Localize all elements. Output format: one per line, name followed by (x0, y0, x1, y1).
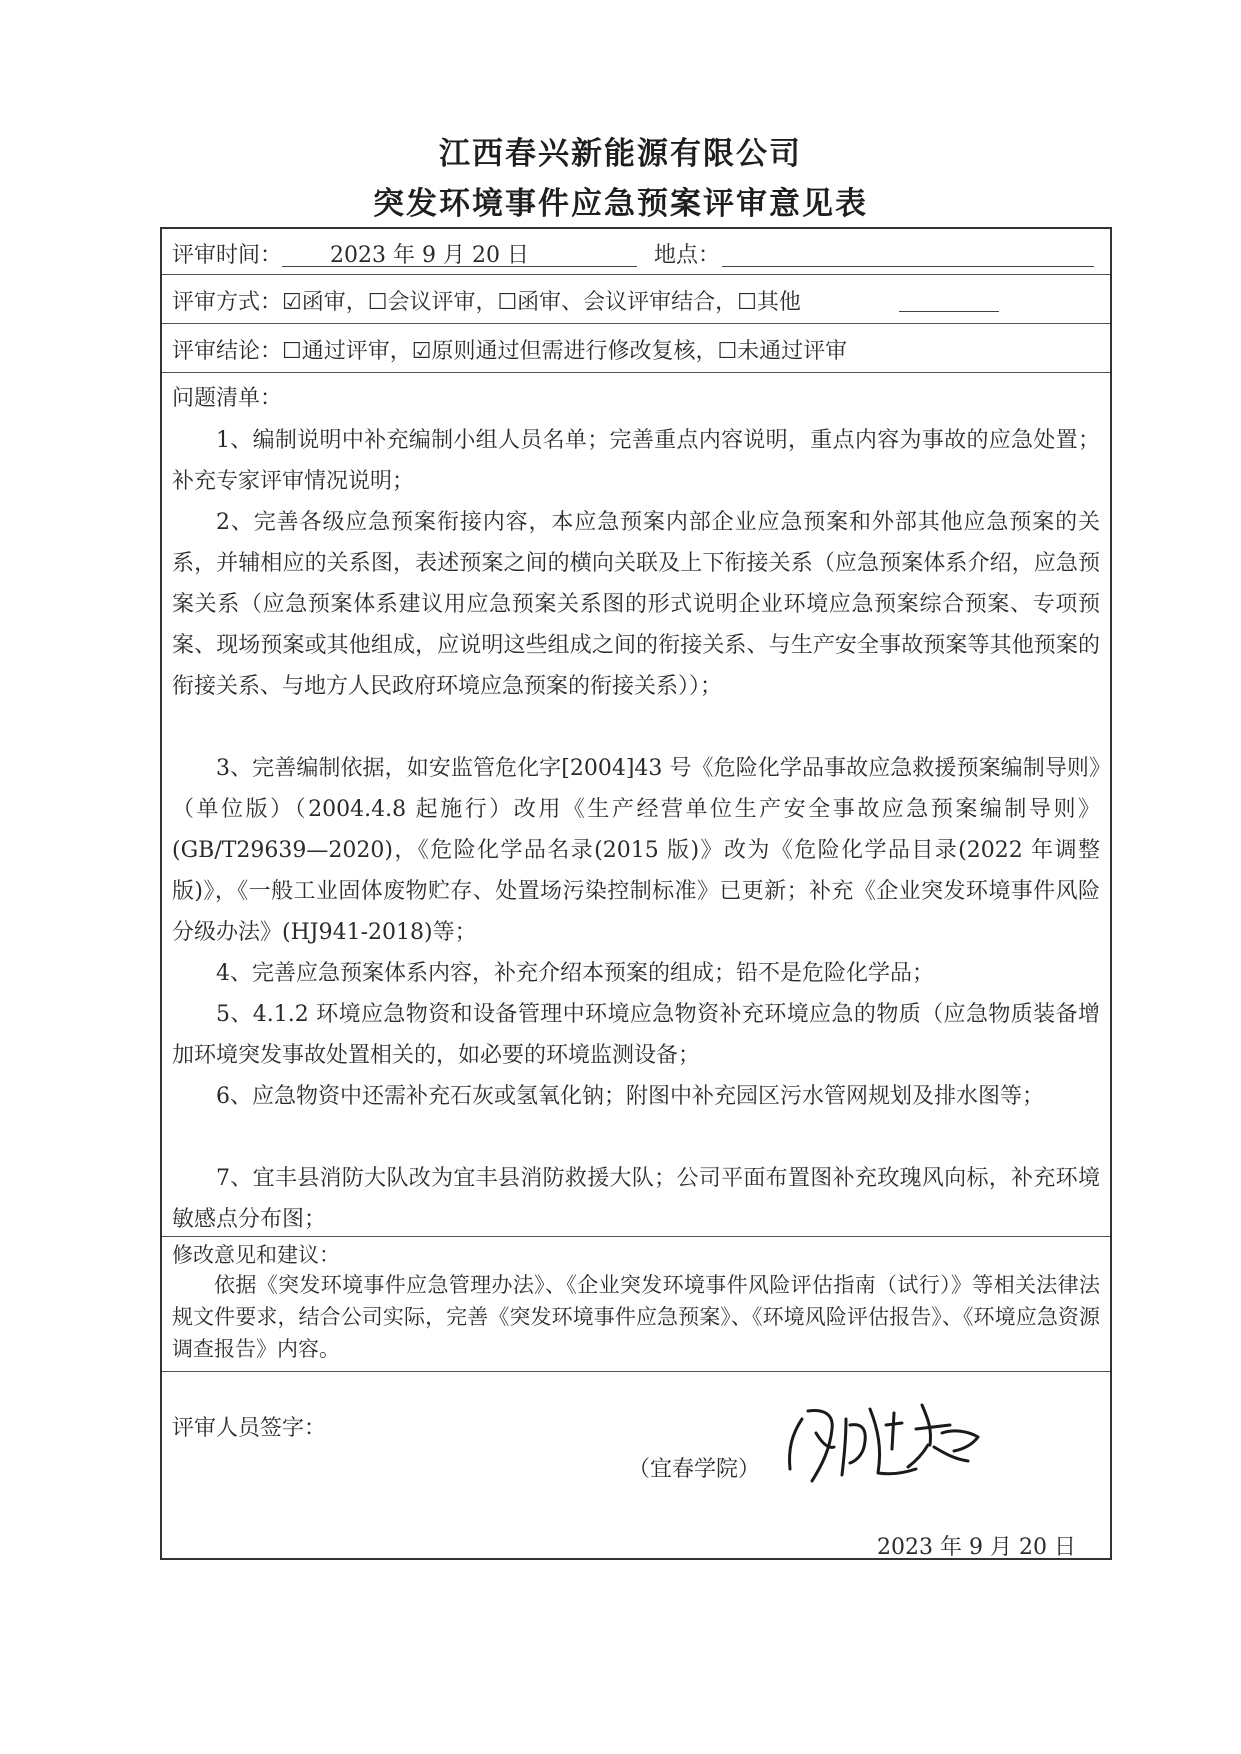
suggestions-text: 依据《突发环境事件应急管理办法》、《企业突发环境事件风险评估指南（试行）》等相关法律法规文件要求，结合公司实际，完善《突发环境事件应急预案》、《环境风险评估报告》、《环境应急资源调查报告》内容。 (172, 1273, 1100, 1361)
issues-heading: 问题清单： (172, 386, 283, 411)
row-divider (162, 323, 1110, 324)
issue-item: 5、4.1.2 环境应急物资和设备管理中环境应急物资补充环境应急的物质（应急物质装备增加环境突发事故处置相关的，如必要的环境监测设备； (172, 1002, 1100, 1068)
review-conclusion-row: 评审结论：☐通过评审，☑原则通过但需进行修改复核，☐未通过评审 (172, 339, 848, 364)
issue-item: 3、完善编制依据，如安监管危化字[2004]43 号《危险化学品事故应急救援预案编制导则》（单位版）（2004.4.8 起施行）改用《生产经营单位生产安全事故应急预案编制导则》(GB/T29639—2020)，《危险化学品名录(2015 版)》改为《危险化学品目录(2022 年调整版)》，《一般工业固体废物贮存、处置场污染控制标准》已更新；补充《企业突发环境事件风险分级办法》(HJ941-2018)等； (172, 756, 1100, 945)
section-divider (162, 1236, 1110, 1237)
place-underline (722, 266, 1094, 267)
row-divider (162, 274, 1110, 275)
section-divider (162, 1371, 1110, 1372)
signature-label: 评审人员签字： (172, 1416, 327, 1441)
row-divider (162, 372, 1110, 373)
review-time-underline (282, 266, 637, 267)
issue-item: 1、编制说明中补充编制小组人员名单；完善重点内容说明，重点内容为事故的应急处置；补充专家评审情况说明； (172, 428, 1100, 494)
issue-item: 2、完善各级应急预案衔接内容，本应急预案内部企业应急预案和外部其他应急预案的关系，并辅相应的关系图，表述预案之间的横向关联及上下衔接关系（应急预案体系介绍，应急预案关系（应急预案体系建议用应急预案关系图的形式说明企业环境应急预案综合预案、专项预案、现场预案或其他组成，应说明这些组成之间的衔接关系、与生产安全事故预案等其他预案的衔接关系、与地方人民政府环境应急预案的衔接关系））； (172, 510, 1100, 699)
issue-item: 4、完善应急预案体系内容，补充介绍本预案的组成；铅不是危险化学品； (216, 961, 934, 986)
review-time-value: 2023 年 9 月 20 日 (330, 243, 529, 268)
document-title: 江西春兴新能源有限公司 (439, 136, 802, 172)
suggestions-heading: 修改意见和建议： (172, 1243, 340, 1267)
review-time-label: 评审时间： (172, 243, 283, 268)
review-method-row: 评审方式：☑函审，☐会议评审，☐函审、会议评审结合，☐其他 (172, 290, 801, 315)
signature-date: 2023 年 9 月 20 日 (877, 1535, 1076, 1560)
other-method-underline (899, 311, 999, 312)
issue-item: 7、宜丰县消防大队改为宜丰县消防救援大队；公司平面布置图补充玫瑰风向标，补充环境敏感点分布图； (172, 1166, 1100, 1232)
handwritten-signature (782, 1389, 992, 1489)
reviewer-institution: （宜春学院） (628, 1457, 761, 1482)
review-time-row (172, 238, 282, 269)
document-subtitle: 突发环境事件应急预案评审意见表 (373, 186, 868, 222)
place-label: 地点： (654, 243, 721, 268)
issue-item: 6、应急物资中还需补充石灰或氢氧化钠；附图中补充园区污水管网规划及排水图等； (216, 1084, 1044, 1109)
review-form (160, 227, 1112, 1560)
